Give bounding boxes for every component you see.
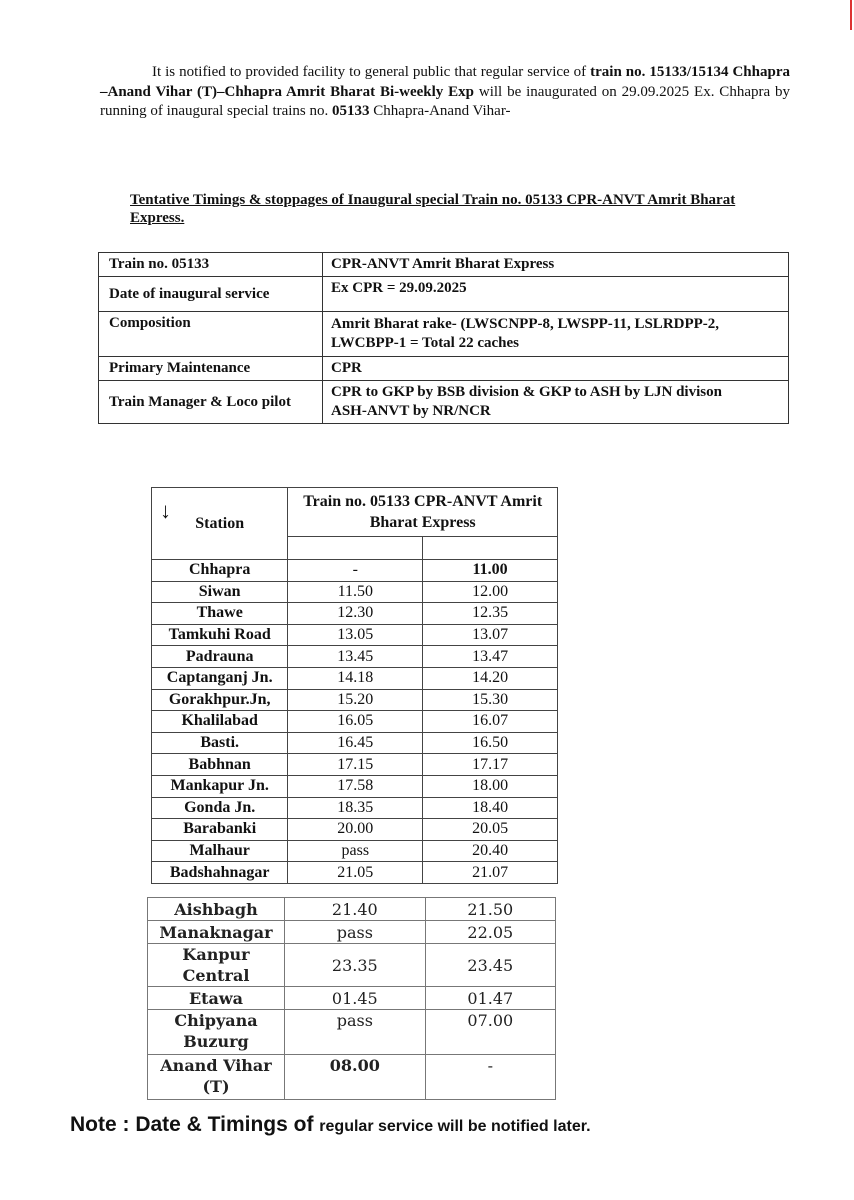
departure-time: 13.07 — [423, 624, 558, 646]
departure-time: 15.30 — [423, 689, 558, 711]
intro-special-train-no: 05133 — [332, 103, 370, 119]
arrival-time: 16.45 — [288, 732, 423, 754]
note-lead: Note : Date & Timings of — [70, 1113, 320, 1136]
station-name: Tamkuhi Road — [152, 624, 288, 646]
departure-subheader — [423, 537, 558, 560]
down-arrow-icon: ↓ — [160, 498, 171, 523]
departure-time: 18.40 — [423, 797, 558, 819]
station-name: Badshahnagar — [152, 862, 288, 884]
departure-time: 18.00 — [423, 775, 558, 797]
info-key: Date of inaugural service — [99, 277, 323, 312]
page-edge-mark — [850, 0, 852, 30]
station-name: Kanpur Central — [148, 944, 285, 987]
departure-time: 20.05 — [423, 819, 558, 841]
schedule-row — [152, 797, 558, 819]
info-key: Train Manager & Loco pilot — [99, 381, 323, 424]
info-value — [323, 381, 789, 424]
arrival-time: 01.45 — [285, 987, 426, 1010]
info-row — [99, 253, 789, 277]
station-name: Manaknagar — [148, 921, 285, 944]
arrival-time: 08.00 — [285, 1055, 426, 1100]
departure-time: 11.00 — [423, 560, 558, 582]
schedule-header-row — [152, 488, 558, 537]
station-name: Anand Vihar (T) — [148, 1055, 285, 1100]
info-row — [99, 312, 789, 357]
station-name: Etawa — [148, 987, 285, 1010]
schedule-row — [148, 921, 556, 944]
arrival-time: 17.58 — [288, 775, 423, 797]
info-table — [98, 252, 789, 424]
info-row — [99, 381, 789, 424]
schedule-row — [152, 624, 558, 646]
arrival-time: 20.00 — [288, 819, 423, 841]
station-name: Captanganj Jn. — [152, 667, 288, 689]
departure-time: - — [425, 1055, 555, 1100]
footer-note — [70, 1113, 591, 1137]
station-header: Station — [195, 514, 245, 532]
info-key: Primary Maintenance — [99, 357, 323, 381]
schedule-row — [152, 840, 558, 862]
info-value: CPR — [323, 357, 789, 381]
arrival-time: 21.40 — [285, 898, 426, 921]
schedule-row — [152, 711, 558, 733]
schedule-table — [151, 487, 558, 884]
departure-time: 23.45 — [425, 944, 555, 987]
station-name: Barabanki — [152, 819, 288, 841]
info-key: Composition — [99, 312, 323, 357]
info-value: Ex CPR = 29.09.2025 — [323, 277, 789, 312]
station-name: Chipyana Buzurg — [148, 1010, 285, 1055]
schedule-row — [152, 819, 558, 841]
info-key: Train no. 05133 — [99, 253, 323, 277]
schedule-row — [152, 646, 558, 668]
arrival-time: 18.35 — [288, 797, 423, 819]
info-value: CPR-ANVT Amrit Bharat Express — [323, 253, 789, 277]
departure-time: 14.20 — [423, 667, 558, 689]
departure-time: 01.47 — [425, 987, 555, 1010]
station-name: Basti. — [152, 732, 288, 754]
departure-time: 13.47 — [423, 646, 558, 668]
station-name: Gonda Jn. — [152, 797, 288, 819]
arrival-time: - — [288, 560, 423, 582]
info-value: Amrit Bharat rake- (LWSCNPP-8, LWSPP-11, LSLRDPP-2, LWCBPP-1 = Total 22 caches — [323, 312, 789, 357]
station-name: Chhapra — [152, 560, 288, 582]
station-name: Khalilabad — [152, 711, 288, 733]
schedule-row — [148, 1055, 556, 1100]
arrival-time: 17.15 — [288, 754, 423, 776]
schedule-row — [152, 862, 558, 884]
schedule-row — [148, 1010, 556, 1055]
arrival-time: 16.05 — [288, 711, 423, 733]
schedule-row — [152, 754, 558, 776]
departure-time: 22.05 — [425, 921, 555, 944]
schedule-row — [148, 944, 556, 987]
info-value-line: ASH-ANVT by NR/NCR — [331, 403, 491, 419]
arrival-time: 14.18 — [288, 667, 423, 689]
departure-time: 07.00 — [425, 1010, 555, 1055]
schedule-row — [148, 898, 556, 921]
schedule-row — [152, 775, 558, 797]
departure-time: 16.50 — [423, 732, 558, 754]
arrival-time: 13.05 — [288, 624, 423, 646]
station-name: Babhnan — [152, 754, 288, 776]
arrival-time: 15.20 — [288, 689, 423, 711]
departure-time: 21.07 — [423, 862, 558, 884]
schedule-table-continued — [147, 897, 556, 1100]
info-row — [99, 357, 789, 381]
arrival-time: 21.05 — [288, 862, 423, 884]
intro-paragraph — [100, 63, 790, 122]
arrival-time: pass — [285, 921, 426, 944]
station-name: Thawe — [152, 603, 288, 625]
note-tail: regular service will be notified later. — [319, 1118, 591, 1135]
intro-tail: Chhapra-Anand Vihar- — [369, 103, 511, 119]
station-name: Mankapur Jn. — [152, 775, 288, 797]
arrival-subheader — [288, 537, 423, 560]
station-name: Siwan — [152, 581, 288, 603]
arrival-time: 13.45 — [288, 646, 423, 668]
departure-time: 16.07 — [423, 711, 558, 733]
info-value-line: CPR to GKP by BSB division & GKP to ASH by LJN divison — [331, 384, 722, 400]
intro-train-name: train no. 15133/15134 Chhapra –Anand Vihar (T)–Chhapra Amrit Bharat Bi-weekly Exp — [100, 64, 790, 100]
schedule-row — [152, 603, 558, 625]
arrival-time: pass — [288, 840, 423, 862]
departure-time: 21.50 — [425, 898, 555, 921]
schedule-row — [152, 667, 558, 689]
train-header: Train no. 05133 CPR-ANVT Amrit Bharat Express — [288, 488, 558, 537]
info-row — [99, 277, 789, 312]
schedule-row — [152, 732, 558, 754]
schedule-row — [148, 987, 556, 1010]
arrival-time: 12.30 — [288, 603, 423, 625]
schedule-row — [152, 689, 558, 711]
arrival-time: 11.50 — [288, 581, 423, 603]
arrival-time: 23.35 — [285, 944, 426, 987]
station-name: Gorakhpur.Jn, — [152, 689, 288, 711]
station-name: Malhaur — [152, 840, 288, 862]
station-name: Padrauna — [152, 646, 288, 668]
arrival-time: pass — [285, 1010, 426, 1055]
section-heading: Tentative Timings & stoppages of Inaugural special Train no. 05133 CPR-ANVT Amrit Bharat Express. — [130, 192, 736, 226]
departure-time: 17.17 — [423, 754, 558, 776]
departure-time: 12.35 — [423, 603, 558, 625]
station-name: Aishbagh — [148, 898, 285, 921]
schedule-row — [152, 560, 558, 582]
schedule-row — [152, 581, 558, 603]
station-header-cell — [152, 488, 288, 560]
departure-time: 12.00 — [423, 581, 558, 603]
intro-mid: will be inaugurated on 29.09.2025 Ex. Chhapra by running of inaugural special trains no. — [100, 83, 790, 119]
intro-lead: It is notified to provided facility to general public that regular service of — [152, 64, 591, 80]
departure-time: 20.40 — [423, 840, 558, 862]
